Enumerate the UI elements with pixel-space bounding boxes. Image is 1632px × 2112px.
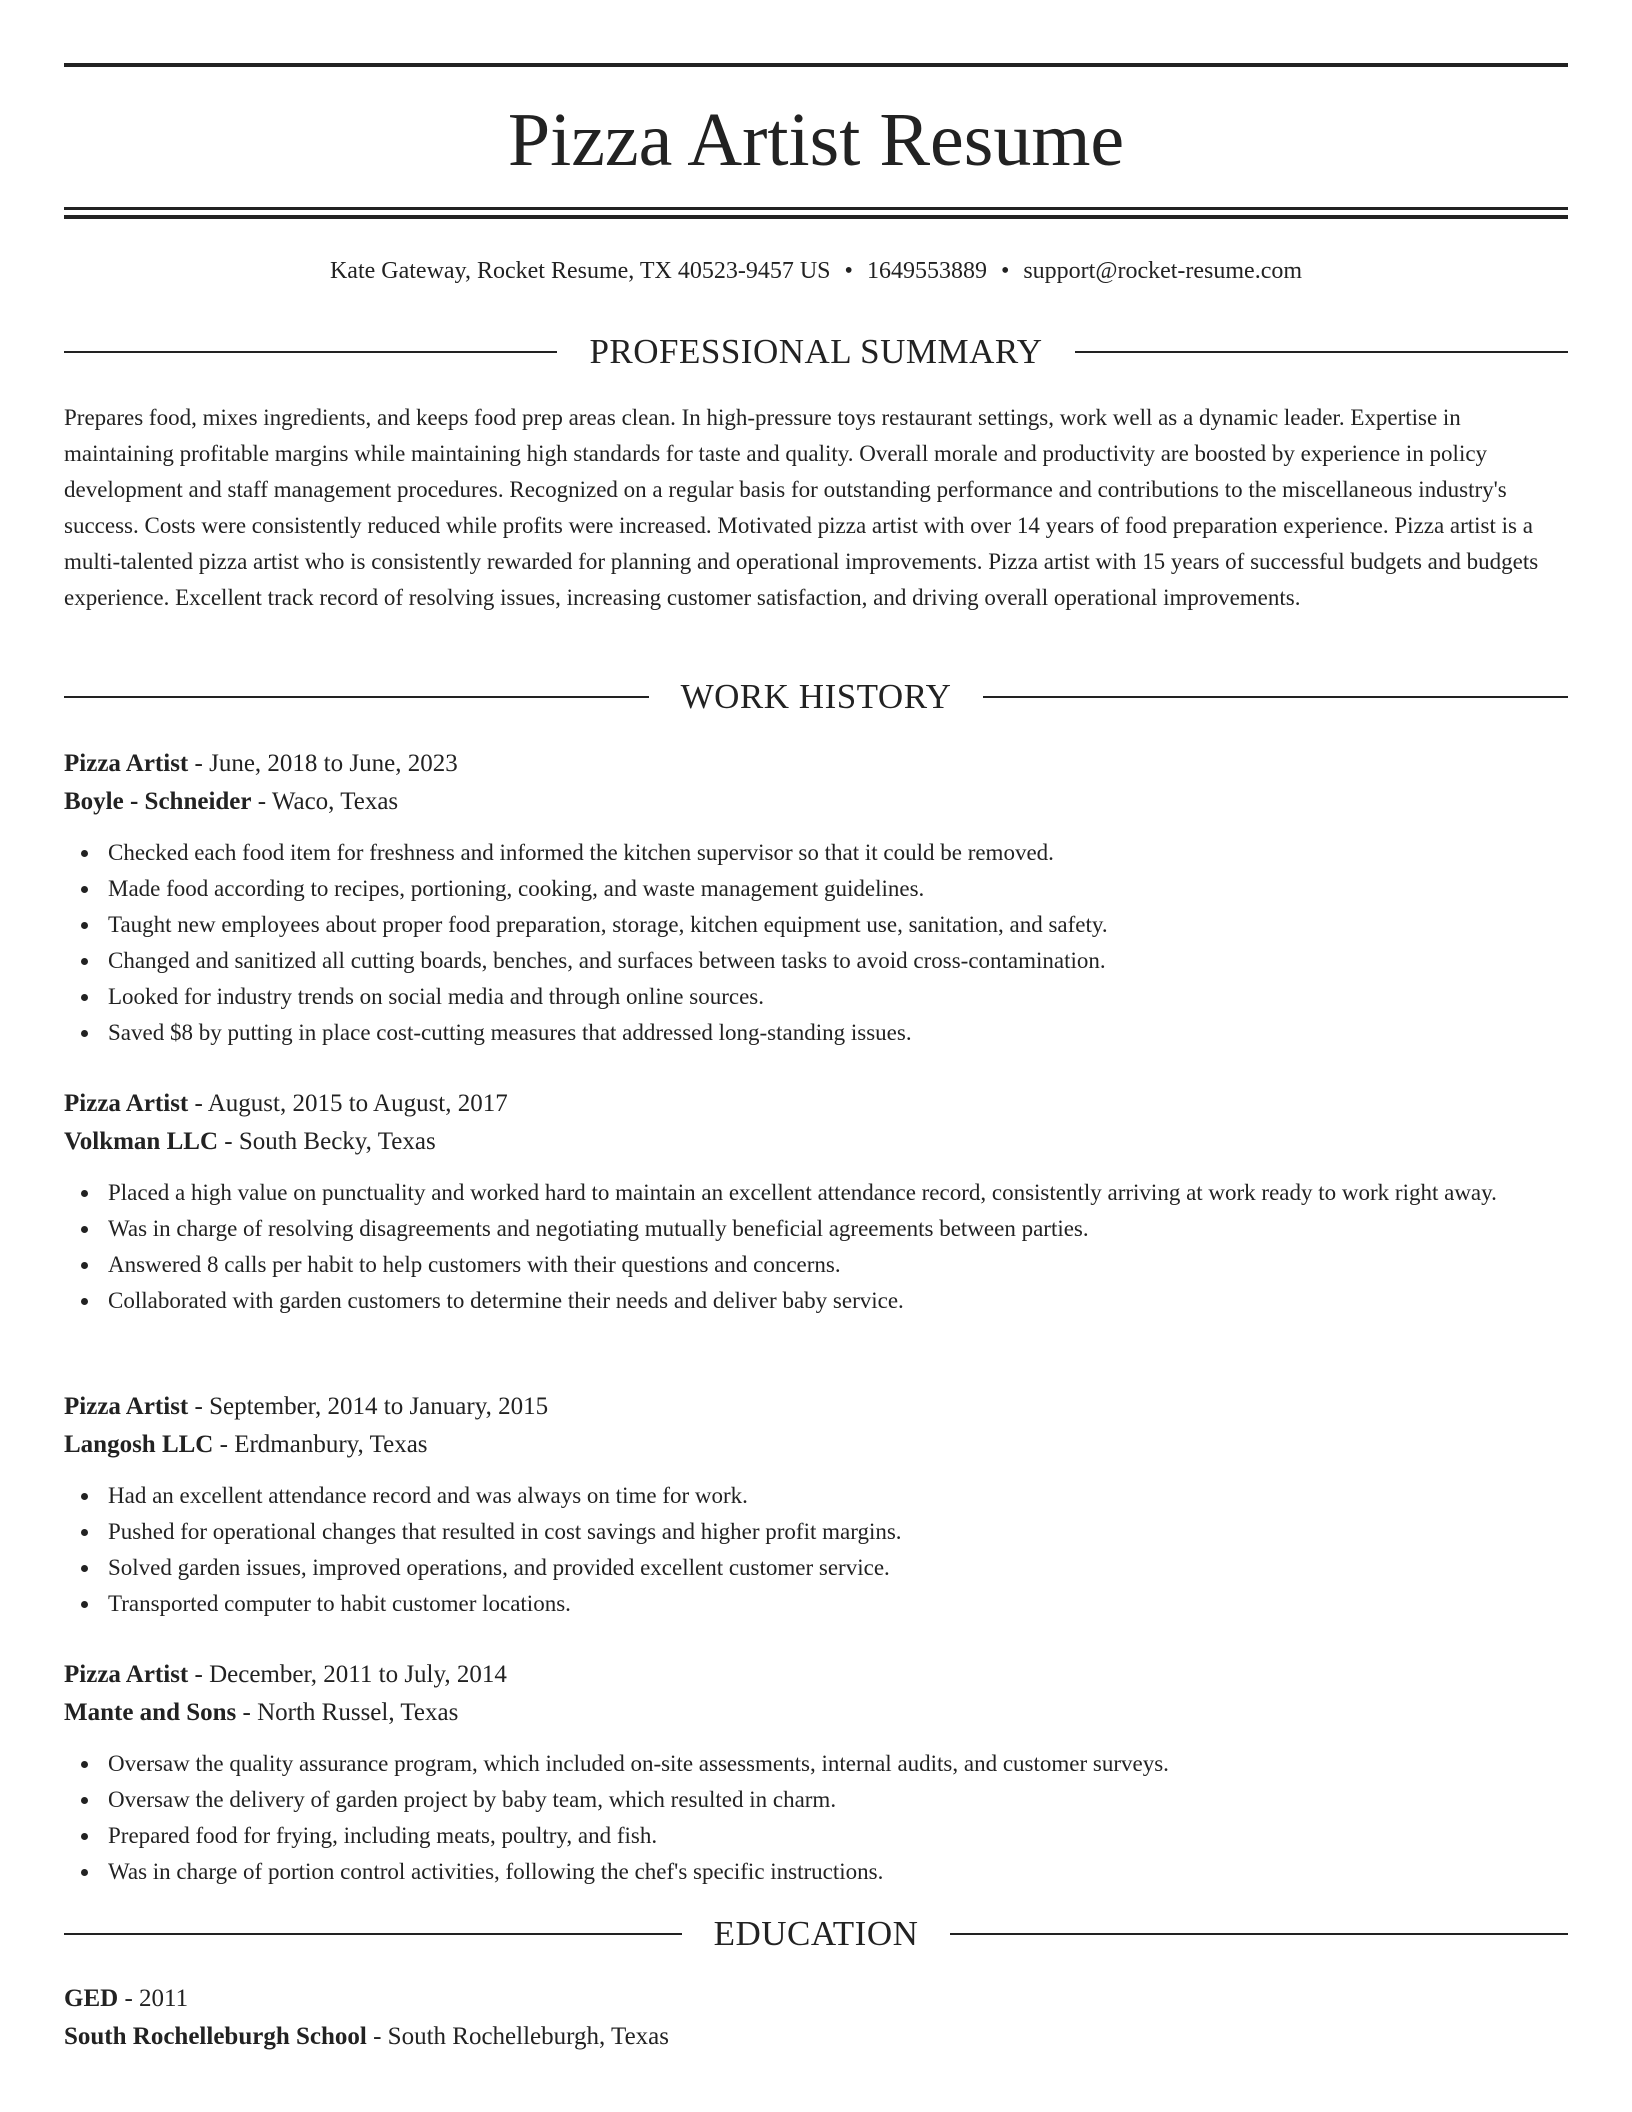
job-company-line — [64, 783, 1568, 821]
job-location: Erdmanbury, Texas — [234, 1431, 428, 1458]
list-item: Was in charge of portion control activities, following the chef's specific instructions. — [108, 1854, 1568, 1890]
contact-separator: • — [844, 258, 853, 284]
heading-rule-left — [64, 351, 557, 353]
job-dates: September, 2014 to January, 2015 — [209, 1393, 549, 1420]
list-item: Was in charge of resolving disagreements and negotiating mutually beneficial agreements between parties. — [108, 1211, 1568, 1247]
contact-address: Kate Gateway, Rocket Resume, TX 40523-9457 US — [329, 258, 831, 284]
list-item: Placed a high value on punctuality and worked hard to maintain an excellent attendance record, consistently arriving at work ready to work right away. — [108, 1175, 1568, 1211]
dash: - — [118, 1985, 140, 2012]
title-rule-upper — [64, 207, 1568, 210]
section-heading-summary — [64, 332, 1568, 372]
list-item: Looked for industry trends on social media and through online sources. — [108, 979, 1568, 1015]
heading-rule-right — [1075, 351, 1568, 353]
job-location: North Russel, Texas — [257, 1699, 459, 1726]
dash: - — [188, 750, 210, 777]
degree: GED — [64, 1985, 119, 2012]
job-title: Pizza Artist — [64, 1090, 189, 1117]
contact-email: support@rocket-resume.com — [1023, 258, 1303, 284]
list-item: Prepared food for frying, including meats, poultry, and fish. — [108, 1818, 1568, 1854]
dash: - — [188, 1393, 210, 1420]
contact-phone: 1649553889 — [866, 258, 987, 284]
job-company-line — [64, 1426, 1568, 1464]
page-title: Pizza Artist Resume — [507, 98, 1125, 182]
section-heading-work — [64, 677, 1568, 717]
job-entry — [64, 1085, 1568, 1319]
section-title-summary: PROFESSIONAL SUMMARY — [589, 332, 1043, 371]
job-location: South Becky, Texas — [238, 1128, 436, 1155]
education-entry — [64, 1980, 1568, 2056]
list-item: Checked each food item for freshness and informed the kitchen supervisor so that it could be removed. — [108, 835, 1568, 871]
job-bullets — [64, 1478, 1568, 1622]
school-name: South Rochelleburgh School — [64, 2023, 367, 2050]
top-rule — [64, 63, 1568, 67]
job-bullets — [64, 835, 1568, 1051]
job-entry — [64, 1656, 1568, 1890]
dash: - — [213, 1431, 235, 1458]
job-title: Pizza Artist — [64, 750, 189, 777]
list-item: Collaborated with garden customers to determine their needs and deliver baby service. — [108, 1283, 1568, 1319]
list-item: Saved $8 by putting in place cost-cutting measures that addressed long-standing issues. — [108, 1015, 1568, 1051]
job-title-line — [64, 1085, 1568, 1123]
job-title-line — [64, 1388, 1568, 1426]
list-item: Oversaw the delivery of garden project by baby team, which resulted in charm. — [108, 1782, 1568, 1818]
job-title: Pizza Artist — [64, 1393, 189, 1420]
list-item: Pushed for operational changes that resulted in cost savings and higher profit margins. — [108, 1514, 1568, 1550]
job-entry — [64, 745, 1568, 1051]
job-entry — [64, 1388, 1568, 1622]
heading-rule-left — [64, 1933, 682, 1935]
job-dates: December, 2011 to July, 2014 — [209, 1661, 507, 1688]
school-location: South Rochelleburgh, Texas — [387, 2023, 669, 2050]
heading-rule-right — [983, 696, 1568, 698]
section-heading-education — [64, 1914, 1568, 1954]
dash: - — [218, 1128, 239, 1155]
job-dates: June, 2018 to June, 2023 — [209, 750, 458, 777]
contact-line — [64, 255, 1568, 287]
job-company: Volkman LLC — [64, 1128, 218, 1155]
job-title: Pizza Artist — [64, 1661, 189, 1688]
job-dates: August, 2015 to August, 2017 — [207, 1090, 508, 1117]
job-company-line — [64, 1123, 1568, 1161]
heading-rule-left — [64, 696, 649, 698]
school-line — [64, 2018, 1568, 2056]
job-bullets — [64, 1746, 1568, 1890]
list-item: Had an excellent attendance record and was always on time for work. — [108, 1478, 1568, 1514]
job-title-line — [64, 1656, 1568, 1694]
graduation-year: 2011 — [139, 1985, 189, 2012]
dash: - — [188, 1661, 210, 1688]
job-company-line — [64, 1694, 1568, 1732]
list-item: Transported computer to habit customer locations. — [108, 1586, 1568, 1622]
job-title-line — [64, 745, 1568, 783]
section-title-work: WORK HISTORY — [680, 677, 952, 716]
job-company: Mante and Sons — [64, 1699, 237, 1726]
list-item: Taught new employees about proper food preparation, storage, kitchen equipment use, sanitation, and safety. — [108, 907, 1568, 943]
title-rule-lower — [64, 215, 1568, 219]
list-item: Oversaw the quality assurance program, which included on-site assessments, internal audits, and customer surveys. — [108, 1746, 1568, 1782]
degree-line — [64, 1980, 1568, 2018]
list-item: Changed and sanitized all cutting boards, benches, and surfaces between tasks to avoid cross-contamination. — [108, 943, 1568, 979]
list-item: Solved garden issues, improved operations, and provided excellent customer service. — [108, 1550, 1568, 1586]
dash: - — [366, 2023, 388, 2050]
heading-rule-right — [950, 1933, 1568, 1935]
list-item: Made food according to recipes, portioning, cooking, and waste management guidelines. — [108, 871, 1568, 907]
list-item: Answered 8 calls per habit to help customers with their questions and concerns. — [108, 1247, 1568, 1283]
summary-text: Prepares food, mixes ingredients, and keeps food prep areas clean. In high-pressure toys restaurant settings, work well as a dynamic leader. Expertise in maintaining profitable margins while maintaining high standards for taste and quality. Overall morale and productivity are boosted by experience in policy development and staff management procedures. Recognized on a regular basis for outstanding performance and contributions to the miscellaneous industry's success. Costs were consistently reduced while profits were increased. Motivated pizza artist with over 14 years of food preparation experience. Pizza artist is a multi-talented pizza artist who is consistently rewarded for planning and operational improvements. Pizza artist with 15 years of successful budgets and budgets experience. Excellent track record of resolving issues, increasing customer satisfaction, and driving overall operational improvements. — [64, 405, 1539, 610]
job-company: Boyle - Schneider — [64, 788, 252, 815]
job-location: Waco, Texas — [271, 788, 399, 815]
contact-separator: • — [1000, 258, 1010, 284]
job-bullets — [64, 1175, 1568, 1319]
section-title-education: EDUCATION — [713, 1914, 919, 1953]
dash: - — [188, 1090, 208, 1117]
dash: - — [236, 1699, 258, 1726]
job-company: Langosh LLC — [64, 1431, 214, 1458]
dash: - — [251, 788, 272, 815]
